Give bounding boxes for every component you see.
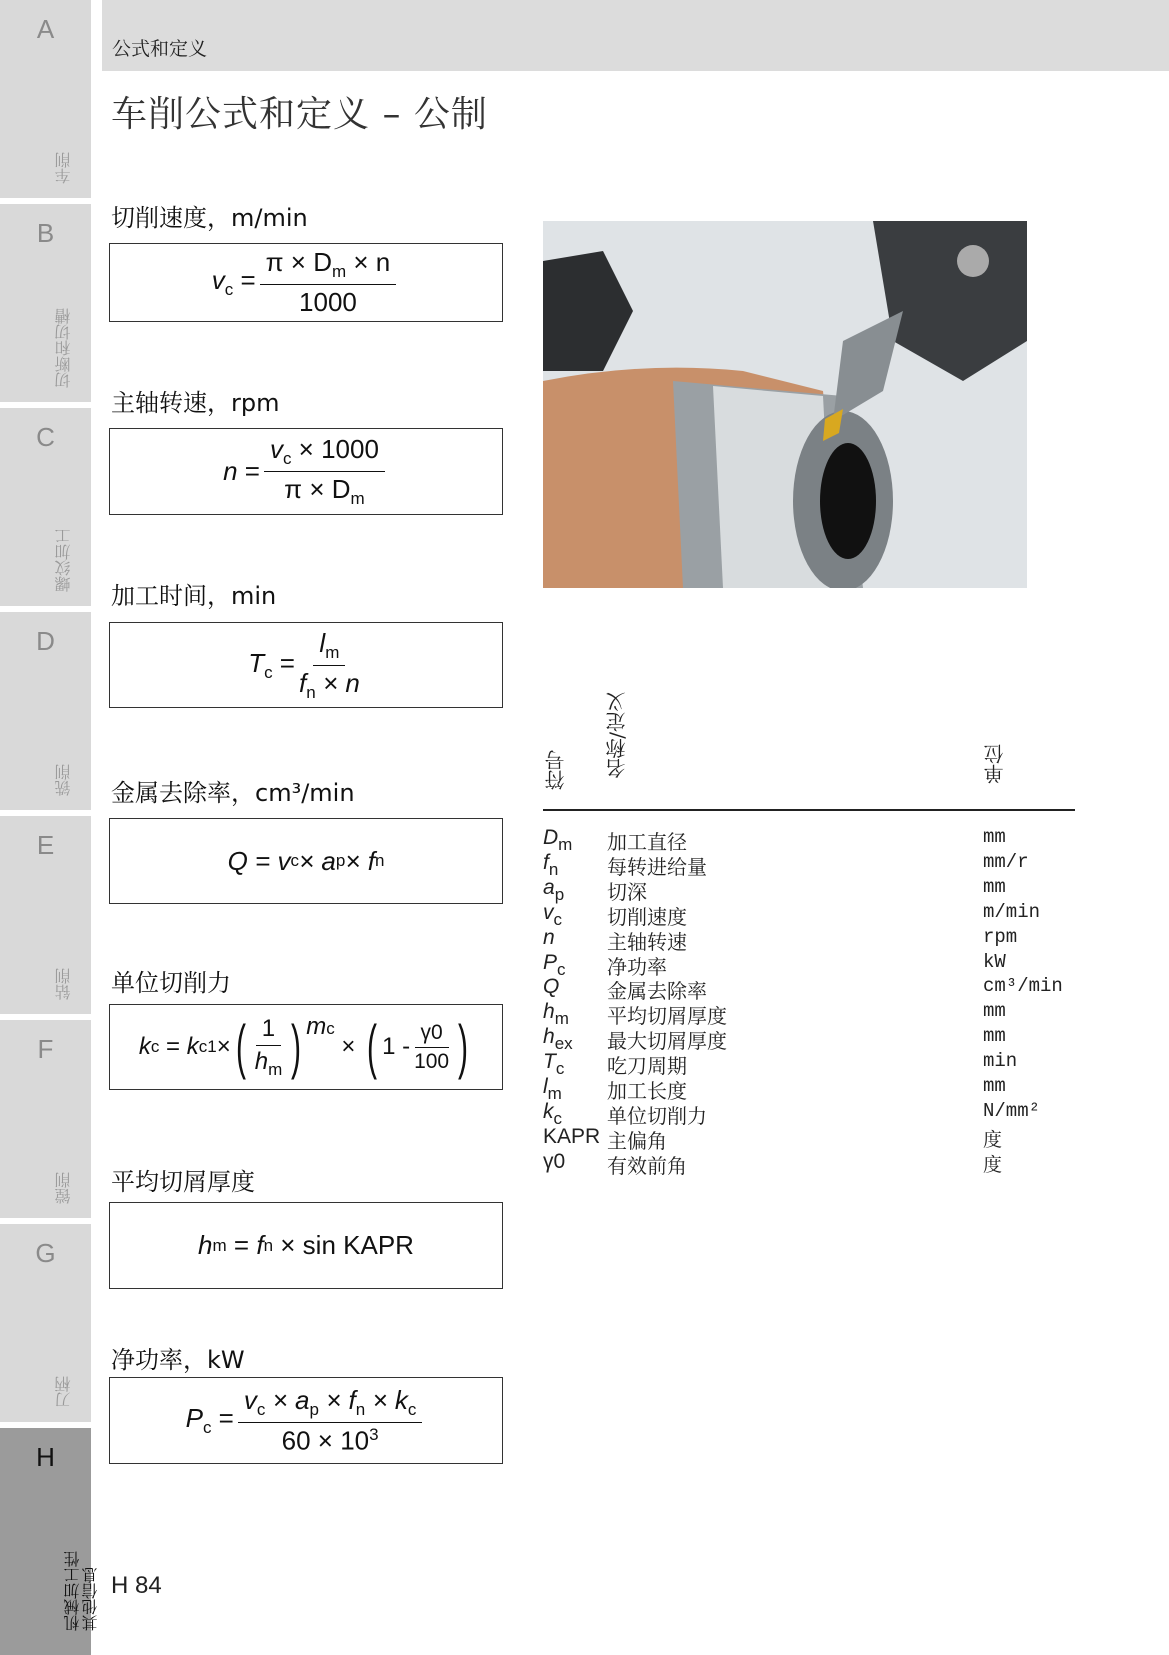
num: π × D	[265, 247, 332, 277]
row-name: 金属去除率	[607, 979, 707, 1004]
symbol-sub: c	[555, 1059, 565, 1079]
den-tail: × n	[315, 667, 360, 698]
table-row	[543, 875, 1075, 904]
symbol: γ0	[543, 1149, 566, 1173]
formula-avg-chip-thickness: h m = f n × sin KAPR	[109, 1202, 503, 1289]
sub: m	[325, 642, 340, 662]
sub: n	[263, 1235, 274, 1255]
row-unit: rpm	[983, 925, 1018, 948]
table-row	[543, 900, 1075, 929]
symbol-sub: c	[553, 1108, 562, 1128]
tab-label: 机械加工性 其他信息	[62, 1551, 100, 1631]
tab-letter: F	[37, 1034, 54, 1064]
sub: c	[256, 1399, 266, 1419]
row-unit: m/min	[983, 900, 1041, 923]
symbol-sub: n	[548, 859, 559, 879]
num: × a	[265, 1384, 310, 1415]
tab-label: 镗削	[53, 1172, 73, 1204]
sub: c	[202, 1418, 212, 1437]
tab-letter: H	[36, 1442, 55, 1472]
table-row	[543, 1099, 1075, 1128]
num: × f	[318, 1384, 356, 1415]
expr: × sin KAPR	[280, 1230, 414, 1260]
chapter-tab-d[interactable]	[0, 612, 91, 810]
tab-label: 刀柄	[53, 1376, 73, 1408]
heading-specific-force: 单位切削力	[111, 969, 231, 997]
expr: × a	[298, 845, 336, 876]
chapter-tab-a[interactable]	[0, 0, 91, 198]
num-tail: × n	[346, 247, 391, 277]
page-number: H 84	[111, 1572, 162, 1599]
symbol: k	[543, 1099, 554, 1123]
row-unit: mm/r	[983, 850, 1029, 873]
turning-operation-photo	[543, 221, 1027, 588]
den: f	[299, 667, 307, 698]
fraction	[255, 1015, 283, 1080]
chapter-tab-g[interactable]	[0, 1224, 91, 1422]
row-unit: 度	[983, 1154, 1003, 1177]
sub: c	[150, 1037, 160, 1056]
row-name: 平均切屑厚度	[607, 1004, 727, 1029]
row-name: 最大切屑厚度	[607, 1029, 727, 1054]
num: v	[269, 434, 283, 464]
symbol: Q	[543, 975, 560, 999]
var: n	[223, 456, 238, 486]
fraction	[299, 628, 360, 703]
chapter-tab-c[interactable]	[0, 408, 91, 606]
symbol-sub: c	[553, 909, 562, 929]
table-header-rule	[543, 809, 1075, 811]
tab-label: 切断和切槽	[53, 308, 73, 388]
num: × k	[365, 1384, 408, 1415]
num: l	[319, 627, 326, 658]
table-row	[543, 1124, 1075, 1153]
symbol: P	[543, 950, 558, 974]
row-name: 加工长度	[607, 1079, 687, 1103]
formula-net-power: $P_c$ = $\frac{v_c \times a_p \times f_n \times k_c}{60 \times 10^3}$	[109, 1377, 503, 1464]
table-row	[543, 850, 1075, 879]
tab-letter: E	[36, 830, 55, 860]
symbol: n	[543, 925, 555, 949]
table-row	[543, 1025, 1075, 1054]
heading-net-power: 净功率，kW	[111, 1346, 245, 1374]
symbol: f	[543, 850, 549, 874]
sub: m	[212, 1235, 227, 1255]
fraction	[260, 247, 397, 318]
den: 1000	[299, 287, 357, 317]
var: k	[138, 1033, 151, 1060]
sub: m	[350, 489, 365, 508]
num: v	[243, 1384, 257, 1415]
sub: c	[264, 662, 273, 682]
sub: n	[306, 682, 316, 702]
tab-letter: B	[36, 218, 55, 248]
symbol-sub: m	[547, 1084, 562, 1103]
chapter-tab-e[interactable]	[0, 816, 91, 1014]
sub: p	[335, 851, 346, 870]
row-name: 净功率	[607, 954, 667, 979]
formula-spindle-speed: n = $\frac{v_c \times 1000}{\pi \times D_m}$	[109, 428, 503, 515]
section-header	[102, 0, 1169, 71]
row-unit: N/mm²	[983, 1099, 1041, 1122]
num-tail: × 1000	[291, 434, 379, 464]
sub: c1	[198, 1037, 217, 1056]
col-header-unit: 单位	[983, 744, 1007, 784]
table-row	[543, 975, 1075, 1004]
sub: c	[290, 851, 299, 870]
section-label: 公式和定义	[112, 38, 208, 60]
row-unit: min	[983, 1050, 1018, 1073]
symbol: h	[543, 1000, 555, 1024]
symbol: a	[543, 875, 555, 899]
var: v	[211, 265, 225, 295]
symbol-sub: m	[558, 835, 573, 854]
col-header-symbol: 符号	[544, 750, 568, 790]
fraction	[238, 1385, 423, 1457]
row-name: 切深	[607, 879, 647, 904]
sub: c	[282, 449, 292, 468]
tab-label: 钻削	[53, 968, 73, 1000]
tab-letter: D	[36, 626, 55, 656]
chapter-tab-b[interactable]	[0, 204, 91, 402]
row-name: 主偏角	[607, 1128, 667, 1153]
row-name: 有效前角	[607, 1153, 687, 1178]
row-unit: mm	[983, 1075, 1006, 1097]
col-header-name: 名称/定义	[605, 692, 629, 779]
tab-label: 铣削	[53, 764, 73, 796]
table-row	[543, 1000, 1075, 1029]
row-name: 主轴转速	[607, 929, 687, 954]
row-unit: mm	[983, 1025, 1006, 1048]
den: π × D	[284, 474, 351, 504]
row-unit: mm	[983, 1000, 1006, 1023]
table-row	[543, 826, 1075, 854]
sup: 3	[369, 1424, 379, 1444]
var: k	[186, 1033, 199, 1060]
var: f	[256, 1230, 264, 1260]
sub: n	[374, 851, 385, 870]
heading-machining-time: 加工时间，min	[111, 582, 277, 610]
formula-metal-removal	[109, 818, 503, 904]
row-name: 吃刀周期	[607, 1054, 687, 1079]
heading-spindle-speed: 主轴转速，rpm	[111, 389, 280, 417]
table-row	[543, 1050, 1075, 1079]
sub: c	[407, 1399, 417, 1419]
num: 1	[256, 1015, 281, 1046]
row-symbol	[543, 1150, 565, 1179]
row-name: 单位切削力	[607, 1103, 707, 1128]
var: T	[248, 647, 265, 678]
sub: p	[309, 1399, 319, 1419]
var: P	[185, 1403, 203, 1433]
heading-avg-chip-thickness: 平均切屑厚度	[111, 1168, 255, 1196]
row-name: 每转进给量	[607, 854, 707, 879]
sub: m	[332, 262, 347, 281]
tab-label: 车削	[53, 152, 73, 184]
tab-letter: A	[36, 14, 55, 44]
fraction	[414, 1021, 449, 1074]
tab-letter: G	[35, 1238, 56, 1268]
symbol-sub: p	[554, 884, 565, 904]
sub: c	[326, 1019, 335, 1038]
symbol: h	[543, 1025, 555, 1049]
den: h	[254, 1047, 269, 1075]
symbol: D	[543, 826, 559, 849]
formula-machining-time: $T_c$ = $\frac{l_m}{f_n \times n}$	[109, 622, 503, 708]
tab-letter: C	[36, 422, 55, 452]
times: ×	[216, 1033, 231, 1060]
row-unit: cm³/min	[983, 975, 1063, 998]
den: 60 × 10	[281, 1425, 370, 1456]
formula-cutting-speed: $v_c$ = $\frac{\pi \times D_m \times n}{1000}$	[109, 243, 503, 322]
row-unit: mm	[983, 826, 1006, 848]
fraction	[264, 434, 385, 509]
row-unit: kW	[983, 950, 1006, 973]
symbol-sub: ex	[554, 1034, 573, 1054]
exponent: m	[306, 1013, 327, 1040]
formula-specific-force: k c = k c1 × ( $\frac{1}{h_m}$ ) mc × ( 1 - $\frac{\gamma 0}{100}$ )	[109, 1004, 503, 1090]
symbol: KAPR	[543, 1124, 601, 1148]
symbol-sub: c	[557, 959, 566, 979]
one-minus: 1 -	[382, 1033, 411, 1060]
table-row	[543, 950, 1075, 979]
times: ×	[341, 1033, 356, 1060]
table-row	[543, 1075, 1075, 1103]
den: 100	[414, 1049, 450, 1073]
symbol: l	[543, 1075, 548, 1098]
expr: Q = v	[227, 845, 291, 876]
num: γ0	[415, 1021, 449, 1048]
chapter-tab-f[interactable]	[0, 1020, 91, 1218]
heading-cutting-speed: 切削速度，m/min	[111, 204, 308, 232]
heading-metal-removal: 金属去除率，cm³/min	[111, 779, 355, 807]
sub: n	[355, 1399, 366, 1419]
table-row	[543, 1149, 1075, 1178]
symbol: v	[543, 900, 554, 924]
row-name: 切削速度	[607, 904, 687, 929]
table-row	[543, 925, 1075, 954]
row-unit: 度	[983, 1129, 1003, 1152]
row-name: 加工直径	[607, 830, 687, 854]
expr: × f	[345, 845, 375, 876]
tab-label: 螺纹加工	[53, 528, 73, 592]
page-title: 车削公式和定义 – 公制	[111, 94, 488, 135]
symbol: T	[543, 1050, 556, 1074]
sub: m	[268, 1059, 283, 1079]
sub: c	[224, 280, 234, 299]
row-unit: mm	[983, 875, 1006, 898]
var: h	[198, 1230, 213, 1260]
chapter-tab-h[interactable]	[0, 1428, 100, 1655]
symbol-sub: m	[554, 1009, 569, 1029]
